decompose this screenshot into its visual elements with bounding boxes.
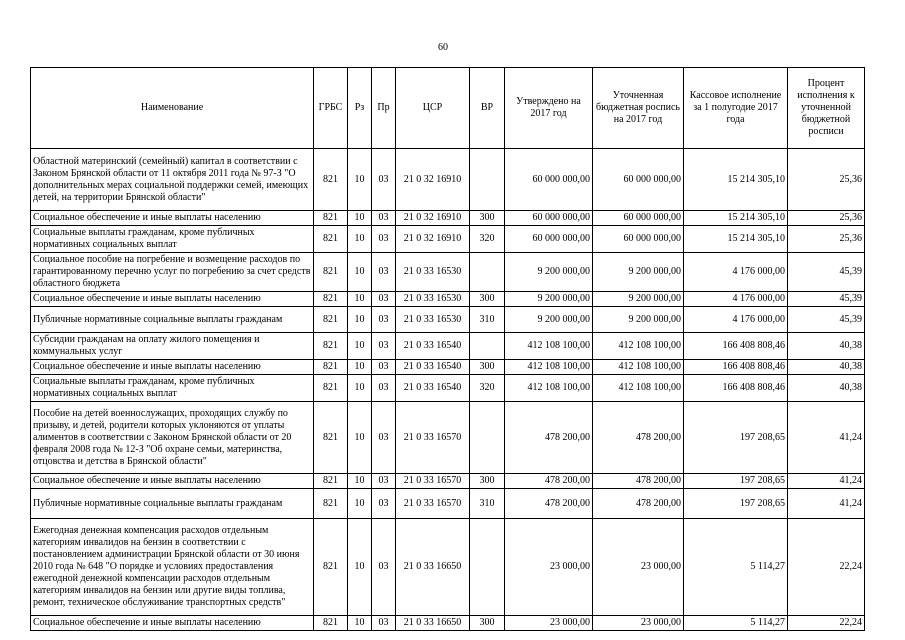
row-pr: 03 xyxy=(372,519,396,616)
row-pr: 03 xyxy=(372,474,396,489)
row-approved: 60 000 000,00 xyxy=(505,226,593,253)
row-rz: 10 xyxy=(348,375,372,402)
row-approved: 9 200 000,00 xyxy=(505,253,593,292)
row-pr: 03 xyxy=(372,402,396,474)
table-row xyxy=(31,149,865,211)
row-percent: 22,24 xyxy=(788,519,865,616)
row-csr: 21 0 32 16910 xyxy=(396,149,470,211)
row-percent: 45,39 xyxy=(788,253,865,292)
row-grbs: 821 xyxy=(314,375,348,402)
row-approved: 23 000,00 xyxy=(505,616,593,631)
row-approved: 9 200 000,00 xyxy=(505,307,593,333)
row-grbs: 821 xyxy=(314,149,348,211)
row-refined: 412 108 100,00 xyxy=(593,360,684,375)
row-vr: 310 xyxy=(470,489,505,519)
row-grbs: 821 xyxy=(314,616,348,631)
row-refined: 412 108 100,00 xyxy=(593,375,684,402)
row-executed: 5 114,27 xyxy=(684,519,788,616)
row-refined: 60 000 000,00 xyxy=(593,211,684,226)
row-approved: 23 000,00 xyxy=(505,519,593,616)
budget-table xyxy=(30,67,865,631)
row-csr: 21 0 33 16540 xyxy=(396,333,470,360)
row-rz: 10 xyxy=(348,307,372,333)
row-csr: 21 0 32 16910 xyxy=(396,226,470,253)
table-row xyxy=(31,226,865,253)
row-csr: 21 0 33 16650 xyxy=(396,616,470,631)
row-vr: 310 xyxy=(470,307,505,333)
row-name: Публичные нормативные социальные выплаты гражданам xyxy=(31,489,314,519)
row-vr: 300 xyxy=(470,474,505,489)
table-row xyxy=(31,375,865,402)
row-rz: 10 xyxy=(348,519,372,616)
row-rz: 10 xyxy=(348,292,372,307)
row-csr: 21 0 33 16530 xyxy=(396,253,470,292)
header-rz: Рз xyxy=(348,68,372,149)
row-approved: 9 200 000,00 xyxy=(505,292,593,307)
row-name: Социальное обеспечение и иные выплаты населению xyxy=(31,474,314,489)
row-approved: 412 108 100,00 xyxy=(505,375,593,402)
row-pr: 03 xyxy=(372,375,396,402)
row-executed: 5 114,27 xyxy=(684,616,788,631)
row-executed: 166 408 808,46 xyxy=(684,360,788,375)
row-grbs: 821 xyxy=(314,489,348,519)
row-refined: 9 200 000,00 xyxy=(593,292,684,307)
row-vr: 300 xyxy=(470,292,505,307)
row-rz: 10 xyxy=(348,226,372,253)
row-percent: 40,38 xyxy=(788,360,865,375)
row-executed: 4 176 000,00 xyxy=(684,307,788,333)
header-csr: ЦСР xyxy=(396,68,470,149)
table-row xyxy=(31,616,865,631)
row-refined: 478 200,00 xyxy=(593,402,684,474)
row-refined: 9 200 000,00 xyxy=(593,307,684,333)
row-name: Социальные выплаты гражданам, кроме публичных нормативных социальных выплат xyxy=(31,226,314,253)
row-rz: 10 xyxy=(348,333,372,360)
row-vr xyxy=(470,253,505,292)
row-executed: 166 408 808,46 xyxy=(684,375,788,402)
row-csr: 21 0 33 16570 xyxy=(396,402,470,474)
header-executed: Кассовое исполнение за 1 полугодие 2017 года xyxy=(684,68,788,149)
row-name: Социальное обеспечение и иные выплаты населению xyxy=(31,292,314,307)
row-pr: 03 xyxy=(372,292,396,307)
page-number: 60 xyxy=(438,42,448,53)
row-percent: 41,24 xyxy=(788,474,865,489)
row-executed: 197 208,65 xyxy=(684,489,788,519)
row-refined: 412 108 100,00 xyxy=(593,333,684,360)
row-percent: 41,24 xyxy=(788,402,865,474)
row-csr: 21 0 33 16540 xyxy=(396,360,470,375)
table-row xyxy=(31,402,865,474)
row-csr: 21 0 33 16530 xyxy=(396,307,470,333)
row-percent: 22,24 xyxy=(788,616,865,631)
row-rz: 10 xyxy=(348,253,372,292)
table-row xyxy=(31,292,865,307)
row-csr: 21 0 32 16910 xyxy=(396,211,470,226)
row-percent: 25,36 xyxy=(788,211,865,226)
table-row xyxy=(31,360,865,375)
row-csr: 21 0 33 16570 xyxy=(396,489,470,519)
row-csr: 21 0 33 16540 xyxy=(396,375,470,402)
row-pr: 03 xyxy=(372,333,396,360)
row-name: Субсидии гражданам на оплату жилого помещения и коммунальных услуг xyxy=(31,333,314,360)
row-pr: 03 xyxy=(372,226,396,253)
row-pr: 03 xyxy=(372,211,396,226)
row-approved: 60 000 000,00 xyxy=(505,211,593,226)
row-vr xyxy=(470,333,505,360)
row-grbs: 821 xyxy=(314,333,348,360)
row-grbs: 821 xyxy=(314,226,348,253)
row-percent: 25,36 xyxy=(788,226,865,253)
row-csr: 21 0 33 16530 xyxy=(396,292,470,307)
row-rz: 10 xyxy=(348,211,372,226)
row-pr: 03 xyxy=(372,616,396,631)
row-csr: 21 0 33 16650 xyxy=(396,519,470,616)
table-header-row xyxy=(31,68,865,149)
row-pr: 03 xyxy=(372,253,396,292)
row-approved: 478 200,00 xyxy=(505,489,593,519)
row-executed: 197 208,65 xyxy=(684,474,788,489)
row-rz: 10 xyxy=(348,474,372,489)
row-executed: 197 208,65 xyxy=(684,402,788,474)
table-row xyxy=(31,333,865,360)
row-grbs: 821 xyxy=(314,474,348,489)
row-name: Социальное пособие на погребение и возмещение расходов по гарантированному перечню услуг по погребению за счет средств областного бюджета xyxy=(31,253,314,292)
row-name: Социальные выплаты гражданам, кроме публичных нормативных социальных выплат xyxy=(31,375,314,402)
row-name: Социальное обеспечение и иные выплаты населению xyxy=(31,616,314,631)
row-vr xyxy=(470,402,505,474)
row-refined: 9 200 000,00 xyxy=(593,253,684,292)
row-refined: 60 000 000,00 xyxy=(593,226,684,253)
row-vr: 300 xyxy=(470,616,505,631)
row-refined: 23 000,00 xyxy=(593,519,684,616)
row-grbs: 821 xyxy=(314,292,348,307)
row-grbs: 821 xyxy=(314,360,348,375)
row-grbs: 821 xyxy=(314,307,348,333)
header-vr: ВР xyxy=(470,68,505,149)
row-vr xyxy=(470,149,505,211)
row-rz: 10 xyxy=(348,360,372,375)
header-grbs: ГРБС xyxy=(314,68,348,149)
row-pr: 03 xyxy=(372,360,396,375)
row-vr: 320 xyxy=(470,375,505,402)
row-percent: 45,39 xyxy=(788,292,865,307)
row-grbs: 821 xyxy=(314,519,348,616)
row-vr: 300 xyxy=(470,211,505,226)
row-rz: 10 xyxy=(348,489,372,519)
row-grbs: 821 xyxy=(314,253,348,292)
table-row xyxy=(31,489,865,519)
row-vr: 320 xyxy=(470,226,505,253)
row-vr: 300 xyxy=(470,360,505,375)
row-executed: 15 214 305,10 xyxy=(684,226,788,253)
table-row xyxy=(31,307,865,333)
row-name: Социальное обеспечение и иные выплаты населению xyxy=(31,360,314,375)
row-executed: 4 176 000,00 xyxy=(684,253,788,292)
row-name: Областной материнский (семейный) капитал в соответствии с Законом Брянской области от 11 октября 2011 года № 97-З "О дополнительных мерах социальной поддержки семей, имеющих детей, на территории Брянской области" xyxy=(31,149,314,211)
header-pr: Пр xyxy=(372,68,396,149)
row-percent: 40,38 xyxy=(788,333,865,360)
table-row xyxy=(31,474,865,489)
row-refined: 23 000,00 xyxy=(593,616,684,631)
row-vr xyxy=(470,519,505,616)
row-refined: 60 000 000,00 xyxy=(593,149,684,211)
row-rz: 10 xyxy=(348,616,372,631)
row-csr: 21 0 33 16570 xyxy=(396,474,470,489)
row-name: Публичные нормативные социальные выплаты гражданам xyxy=(31,307,314,333)
row-name: Пособие на детей военнослужащих, проходящих службу по призыву, и детей, родители которых уклоняются от уплаты алиментов в соответствии с Законом Брянской области от 20 февраля 2008 года № 12-З "Об охране семьи, материнства, отцовства и детства в Брянской области" xyxy=(31,402,314,474)
header-approved: Утверждено на 2017 год xyxy=(505,68,593,149)
row-executed: 15 214 305,10 xyxy=(684,149,788,211)
row-pr: 03 xyxy=(372,149,396,211)
row-executed: 4 176 000,00 xyxy=(684,292,788,307)
row-grbs: 821 xyxy=(314,211,348,226)
row-executed: 166 408 808,46 xyxy=(684,333,788,360)
table-row xyxy=(31,211,865,226)
table-row xyxy=(31,253,865,292)
header-name: Наименование xyxy=(31,68,314,149)
row-approved: 478 200,00 xyxy=(505,474,593,489)
header-percent: Процент исполнения к уточненной бюджетной росписи xyxy=(788,68,865,149)
row-approved: 478 200,00 xyxy=(505,402,593,474)
row-percent: 40,38 xyxy=(788,375,865,402)
row-percent: 41,24 xyxy=(788,489,865,519)
row-rz: 10 xyxy=(348,402,372,474)
row-name: Социальное обеспечение и иные выплаты населению xyxy=(31,211,314,226)
row-executed: 15 214 305,10 xyxy=(684,211,788,226)
header-refined: Уточненная бюджетная роспись на 2017 год xyxy=(593,68,684,149)
row-pr: 03 xyxy=(372,307,396,333)
row-name: Ежегодная денежная компенсация расходов отдельным категориям инвалидов на бензин в соответствии с постановлением администрации Брянской области от 30 июня 2010 года № 648 "О порядке и условиях предоставления ежегодной денежной компенсации расходов отдельным категориям инвалидов на бензин или другие виды топлива, ремонт, техническое обслуживание транспортных средств" xyxy=(31,519,314,616)
row-approved: 60 000 000,00 xyxy=(505,149,593,211)
row-percent: 45,39 xyxy=(788,307,865,333)
row-rz: 10 xyxy=(348,149,372,211)
row-refined: 478 200,00 xyxy=(593,489,684,519)
table-row xyxy=(31,519,865,616)
row-percent: 25,36 xyxy=(788,149,865,211)
row-refined: 478 200,00 xyxy=(593,474,684,489)
row-approved: 412 108 100,00 xyxy=(505,333,593,360)
row-approved: 412 108 100,00 xyxy=(505,360,593,375)
row-grbs: 821 xyxy=(314,402,348,474)
row-pr: 03 xyxy=(372,489,396,519)
